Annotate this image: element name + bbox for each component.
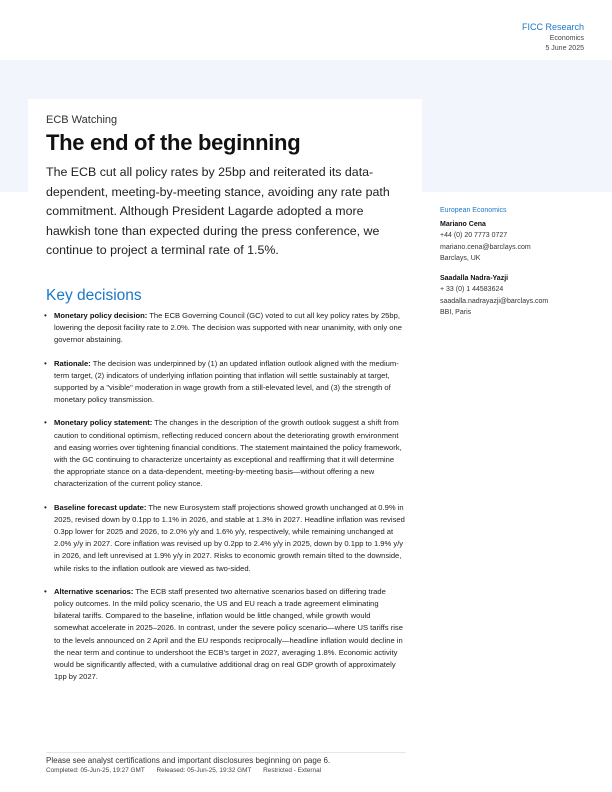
analyst-phone: +44 (0) 20 7773 0727 (440, 232, 508, 239)
analyst-sidebar (440, 205, 585, 319)
classification-label: Restricted - External (263, 767, 322, 774)
page-footer (46, 752, 406, 774)
bullet-lead: Baseline forecast update: (54, 502, 147, 512)
bullet-lead: Monetary policy statement: (54, 418, 153, 428)
publication-meta (46, 767, 406, 774)
bullet-lead: Alternative scenarios: (54, 586, 134, 596)
report-date: 5 June 2025 (545, 45, 584, 52)
completed-timestamp: Completed: 05-Jun-25, 19:27 GMT (46, 767, 145, 774)
analyst-email[interactable]: mariano.cena@barclays.com (440, 243, 531, 251)
report-summary: The ECB cut all policy rates by 25bp and reiterated its data-dependent, meeting-by-meeting stance, avoiding any rate path commitment. Although President Lagarde adopted a more hawkish tone than expected during the press conference, we continue to project a terminal rate of 1.5%. (46, 165, 390, 258)
bullet-lead: Monetary policy decision: (54, 311, 148, 320)
list-item (44, 417, 406, 490)
bullet-text: The ECB staff presented two alternative scenarios based on differing trade policy outcomes. In the mild policy scenario, the US and EU reach a trade agreement eliminating bilateral tariffs. Compared to the baseline, inflation would be little changed, while growth would somewhat accelerate in 2025–2026. In contrast, under the severe policy scenario—where US tariffs rise to the levels announced on 2 April and the EU responds reciprocally—headline inflation would decline in the near term and continue to undershoot the ECB's target in 2027, averaging 1.8%. Economic activity would be significantly affected, with a cumulative additional drag on real GDP growth of approximately 1pp by 2027. (54, 586, 403, 682)
list-item (44, 310, 406, 347)
bullet-text: The ECB Governing Council (GC) voted to cut all key policy rates by 25bp, lowering the deposit facility rate to 2.0%. The decision was supported with near unanimity, with only one governor abstaining. (54, 311, 402, 345)
analyst-phone: + 33 (0) 1 44583624 (440, 286, 504, 293)
section-heading: Key decisions (46, 287, 142, 304)
report-title: The end of the beginning (46, 130, 301, 155)
brand-label: FICC Research (521, 22, 584, 32)
analyst-card (440, 273, 585, 319)
bullet-text: The decision was underpinned by (1) an updated inflation outlook aligned with the medium-term target, (2) indicators of underlying inflation pointing that inflation will settle sustainably at target, supported by a "visible" moderation in wage growth from a still-elevated level, and (3) the strength of monetary policy transmission. (54, 358, 399, 405)
analyst-name: Mariano Cena (440, 220, 486, 228)
list-item (44, 502, 406, 575)
key-decisions-list (44, 310, 406, 694)
analyst-email[interactable]: saadalla.nadrayazji@barclays.com (440, 297, 549, 305)
team-name: European Economics (440, 207, 507, 214)
bullet-text: The new Eurosystem staff projections showed growth unchanged at 0.9% in 2025, revised down by 0.1pp to 1.1% in 2026, and stable at 1.3% in 2027. Headline inflation was revised 0.3pp lower for 2025 and 2026, to 2.0% y/y and 1.6% y/y, respectively, while remaining unchanged at 2.0% y/y in 2027. Core inflation was revised up by 0.2pp to 2.4% y/y in 2025, down by 0.1pp to 1.9% y/y in 2026, and left unrevised at 1.9% y/y in 2027. Risks to economic growth remain tilted to the downside, while risks to the inflation outlook are viewed as two-sided. (54, 502, 405, 573)
disclosure-note: Please see analyst certifications and important disclosures beginning on page 6. (46, 756, 331, 765)
list-item (44, 358, 406, 407)
analyst-name: Saadalla Nadra-Yazji (440, 274, 509, 282)
report-header-meta (522, 22, 584, 52)
list-item (44, 586, 406, 684)
department-label: Economics (549, 35, 584, 42)
analyst-card (440, 219, 585, 265)
bullet-text: The changes in the description of the growth outlook suggest a shift from caution to conditional optimism, reflecting reduced concern about the deteriorating growth environment and easing worries over tightening financial conditions. The statement maintained the policy framework, with the GC continuing to characterize uncertainty as exceptional and reaffirming that it will determine the appropriate stance on a data-dependent, meeting-by-meeting basis—without offering a new characterization of the current policy stance. (54, 418, 402, 489)
series-name: ECB Watching (46, 114, 118, 126)
released-timestamp: Released: 05-Jun-25, 19:32 GMT (156, 767, 252, 774)
analyst-firm: BBI, Paris (440, 309, 472, 316)
analyst-firm: Barclays, UK (440, 255, 481, 262)
bullet-lead: Rationale: (54, 358, 91, 368)
